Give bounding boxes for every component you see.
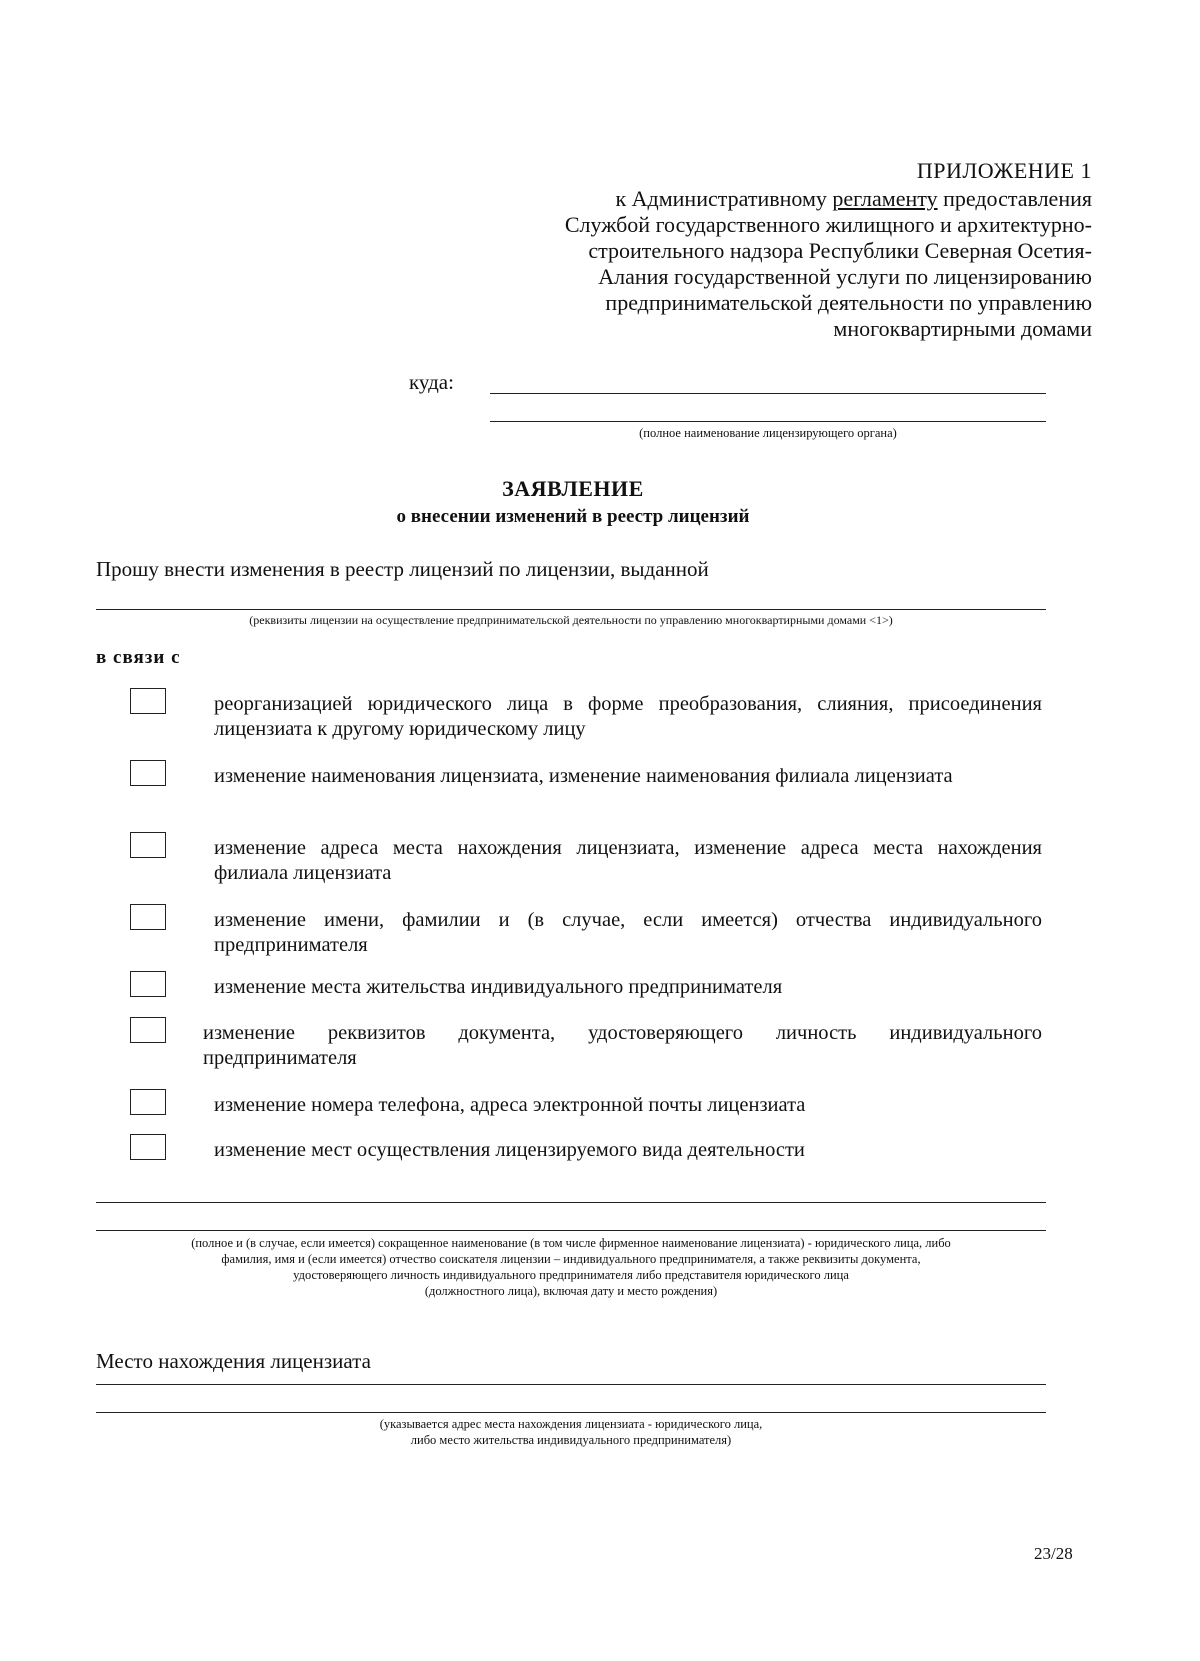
addressee-field-line-1[interactable]: [490, 393, 1046, 394]
reason-checkbox-reorganization[interactable]: [130, 688, 166, 714]
licensee-caption-line-3: удостоверяющего личность индивидуального предпринимателя либо представителя юридического лица: [293, 1268, 849, 1282]
appendix-title: ПРИЛОЖЕНИЕ 1: [916, 158, 1092, 183]
document-title: ЗАЯВЛЕНИЕ: [502, 476, 644, 501]
reason-checkbox-id-document-change[interactable]: [130, 1017, 166, 1043]
license-details-caption: (реквизиты лицензии на осуществление предпринимательской деятельности по управлению многоквартирными домами <1>): [249, 613, 893, 627]
location-field-line-1[interactable]: [96, 1384, 1046, 1385]
reason-option-contact-change: изменение номера телефона, адреса электронной почты лицензиата: [214, 1094, 806, 1116]
reason-checkbox-contact-change[interactable]: [130, 1089, 166, 1115]
reason-option-activity-places-change: изменение мест осуществления лицензируемого вида деятельности: [214, 1139, 805, 1161]
addressee-label: куда:: [409, 370, 454, 394]
reason-checkbox-personal-name-change[interactable]: [130, 904, 166, 930]
location-caption-line-2: либо место жительства индивидуального предпринимателя): [410, 1433, 732, 1447]
license-details-field-line[interactable]: [96, 609, 1046, 610]
licensee-field-line-2[interactable]: [96, 1230, 1046, 1231]
reason-checkbox-activity-places-change[interactable]: [130, 1134, 166, 1160]
appendix-line-5: предпринимательской деятельности по управлению: [605, 290, 1092, 315]
reason-option-id-document-change: изменение реквизитов документа, удостоверяющего личность индивидуального предпринимателя: [203, 1022, 1042, 1069]
reason-option-reorganization: реорганизацией юридического лица в форме преобразования, слияния, присоединения лицензиата к другому юридическому лицу: [214, 693, 1042, 740]
location-caption: [96, 1416, 1046, 1448]
reason-option-residence-change: изменение места жительства индивидуального предпринимателя: [214, 976, 783, 998]
location-label: Место нахождения лицензиата: [96, 1349, 371, 1373]
appendix-line-3: строительного надзора Республики Северная Осетия-: [588, 238, 1092, 263]
licensee-field-line-1[interactable]: [96, 1202, 1046, 1203]
licensee-caption-line-1: (полное и (в случае, если имеется) сокращенное наименование (в том числе фирменное наименование лицензиата) - юридического лица, либо: [191, 1236, 951, 1250]
reason-option-address-change: изменение адреса места нахождения лицензиата, изменение адреса места нахождения филиала лицензиата: [214, 837, 1042, 884]
reason-checkbox-name-change[interactable]: [130, 760, 166, 786]
appendix-line-1: [492, 186, 1092, 212]
regulation-link[interactable]: регламенту: [832, 186, 938, 211]
appendix-line-6: многоквартирными домами: [833, 316, 1092, 341]
addressee-caption: (полное наименование лицензирующего органа): [639, 426, 897, 440]
appendix-line-1-pre: к Административному: [615, 186, 833, 211]
reason-option-name-change: изменение наименования лицензиата, изменение наименования филиала лицензиата: [214, 765, 953, 787]
document-subtitle: о внесении изменений в реестр лицензий: [396, 506, 750, 527]
reason-label: в связи с: [96, 647, 181, 668]
licensee-caption: [96, 1235, 1046, 1299]
page-number: 23/28: [1034, 1544, 1073, 1563]
reason-checkbox-residence-change[interactable]: [130, 971, 166, 997]
appendix-reference: [492, 186, 1092, 342]
reason-option-personal-name-change: изменение имени, фамилии и (в случае, если имеется) отчества индивидуального предпринимателя: [214, 909, 1042, 956]
appendix-line-2: Службой государственного жилищного и архитектурно-: [564, 212, 1092, 237]
request-text: Прошу внести изменения в реестр лицензий по лицензии, выданной: [96, 557, 709, 581]
licensee-caption-line-2: фамилия, имя и (если имеется) отчество соискателя лицензии – индивидуального предпринимателя, а также реквизиты документа,: [221, 1252, 921, 1266]
reason-checkbox-address-change[interactable]: [130, 832, 166, 858]
appendix-line-4: Алания государственной услуги по лицензированию: [598, 264, 1092, 289]
licensee-caption-line-4: (должностного лица), включая дату и место рождения): [424, 1284, 718, 1298]
location-field-line-2[interactable]: [96, 1412, 1046, 1413]
addressee-field-line-2[interactable]: [490, 421, 1046, 422]
location-caption-line-1: (указывается адрес места нахождения лицензиата - юридического лица,: [379, 1417, 763, 1431]
appendix-line-1-post: предоставления: [937, 186, 1092, 211]
